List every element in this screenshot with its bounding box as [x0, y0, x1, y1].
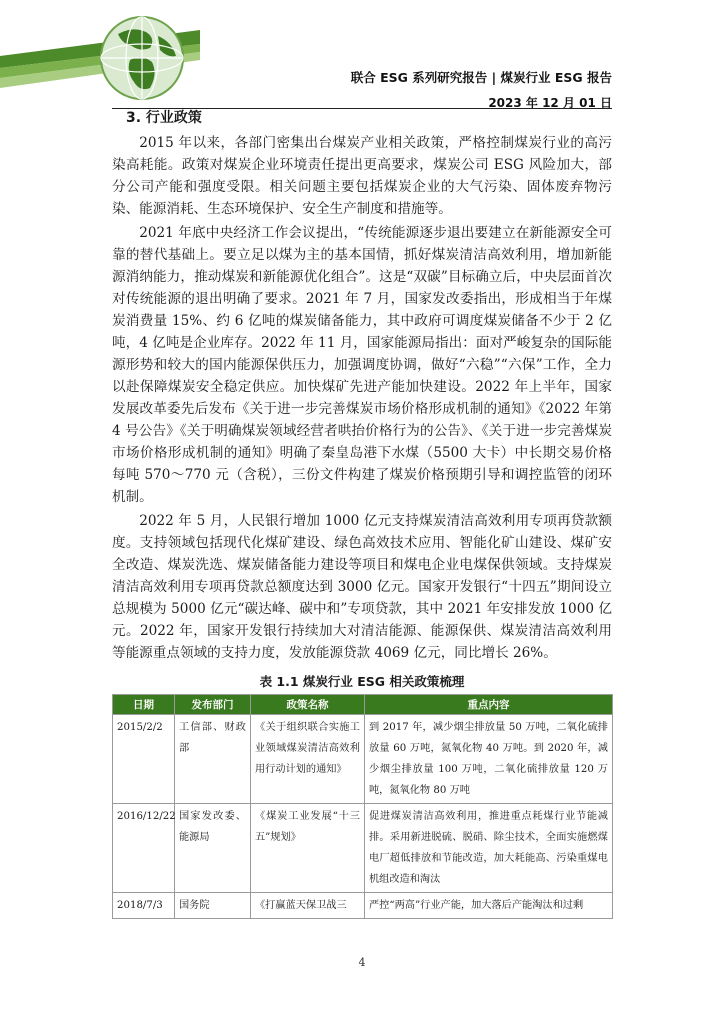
table-caption: 表 1.1 煤炭行业 ESG 相关政策梳理: [259, 674, 465, 689]
column-header-date: 日期: [113, 695, 175, 715]
cell-department: 工信部、财政部: [175, 715, 251, 804]
cell-key-content: 到 2017 年，减少烟尘排放量 50 万吨，二氧化硫排放量 60 万吨，氮氧化物 40 万吨。到 2020 年，减少烟尘排放量 100 万吨，二氧化硫排放量 120 万吨，氮氧化物 80 万吨: [365, 715, 613, 804]
cell-date: 2018/7/3: [113, 893, 175, 919]
cell-policy-name: 《煤炭工业发展“十三五”规划》: [251, 804, 365, 893]
table-header-row: [113, 695, 613, 715]
column-header-policy-name: 政策名称: [251, 695, 365, 715]
policy-table: [112, 694, 613, 919]
paragraph: 2015 年以来，各部门密集出台煤炭产业相关政策，严格控制煤炭行业的高污染高耗能。政策对煤炭企业环境责任提出更高要求，煤炭公司 ESG 风险加大，部分公司产能和强度受限。相关问题主要包括煤炭企业的大气污染、固体废弃物污染、能源消耗、生态环境保护、安全生产制度和措施等。: [112, 135, 612, 217]
table-row: [113, 893, 613, 919]
column-header-department: 发布部门: [175, 695, 251, 715]
section-heading: 3. 行业政策: [126, 110, 202, 126]
cell-department: 国务院: [175, 893, 251, 919]
column-header-key-content: 重点内容: [365, 695, 613, 715]
globe-logo-icon: [0, 8, 200, 108]
cell-policy-name: 《打赢蓝天保卫战三: [251, 893, 365, 919]
main-content: [112, 108, 612, 919]
cell-key-content: 严控“两高”行业产能，加大落后产能淘汰和过剩: [365, 893, 613, 919]
paragraph: 2021 年底中央经济工作会议提出，“传统能源逐步退出要建立在新能源安全可靠的替代基础上。要立足以煤为主的基本国情，抓好煤炭清洁高效利用，增加新能源消纳能力，推动煤炭和新能源优化组合”。这是“双碳”目标确立后，中央层面首次对传统能源的退出明确了要求。2021 年 7 月，国家发改委指出，形成相当于年煤炭消费量 15%、约 6 亿吨的煤炭储备能力，其中政府可调度煤炭储备不少于 2 亿吨，4 亿吨是企业库存。2022 年 11 月，国家能源局指出：面对严峻复杂的国际能源形势和较大的国内能源保供压力，加强调度协调，做好“六稳”“六保”工作，全力以赴保障煤炭安全稳定供应。加快煤矿先进产能加快建设。2022 年上半年，国家发展改革委先后发布《关于进一步完善煤炭市场价格形成机制的通知》《2022 年第 4 号公告》《关于明确煤炭领域经营者哄抬价格行为的公告》、《关于进一步完善煤炭市场价格形成机制的通知》明确了秦皇岛港下水煤（5500 大卡）中长期交易价格每吨 570～770 元（含税），三份文件构建了煤炭价格预期引导和调控监管的闭环机制。: [112, 225, 612, 505]
page-number: 4: [358, 956, 366, 969]
cell-date: 2016/12/22: [113, 804, 175, 893]
report-header-title: 联合 ESG 系列研究报告 | 煤炭行业 ESG 报告: [350, 70, 612, 85]
cell-department: 国家发改委、能源局: [175, 804, 251, 893]
cell-policy-name: 《关于组织联合实施工业领域煤炭清洁高效利用行动计划的通知》: [251, 715, 365, 804]
paragraph: 2022 年 5 月，人民银行增加 1000 亿元支持煤炭清洁高效利用专项再贷款额度。支持领域包括现代化煤矿建设、绿色高效技术应用、智能化矿山建设、煤矿安全改造、煤炭洗选、煤炭储备能力建设等项目和煤电企业电煤保供领域。支持煤炭清洁高效利用专项再贷款总额度达到 3000 亿元。国家开发银行“十四五”期间设立总规模为 5000 亿元“碳达峰、碳中和”专项贷款，其中 2021 年安排发放 1000 亿元。2022 年，国家开发银行持续加大对清洁能源、能源保供、煤炭清洁高效利用等能源重点领域的支持力度，发放能源贷款 4069 亿元，同比增长 26%。: [112, 513, 612, 661]
table-row: [113, 804, 613, 893]
cell-date: 2015/2/2: [113, 715, 175, 804]
report-date: 2023 年 12 月 01 日: [488, 96, 612, 110]
table-row: [113, 715, 613, 804]
cell-key-content: 促进煤炭清洁高效利用，推进重点耗煤行业节能减排。采用新进脱硫、脱硝、除尘技术，全面实施燃煤电厂超低排放和节能改造，加大耗能高、污染重煤电机组改造和淘汰: [365, 804, 613, 893]
